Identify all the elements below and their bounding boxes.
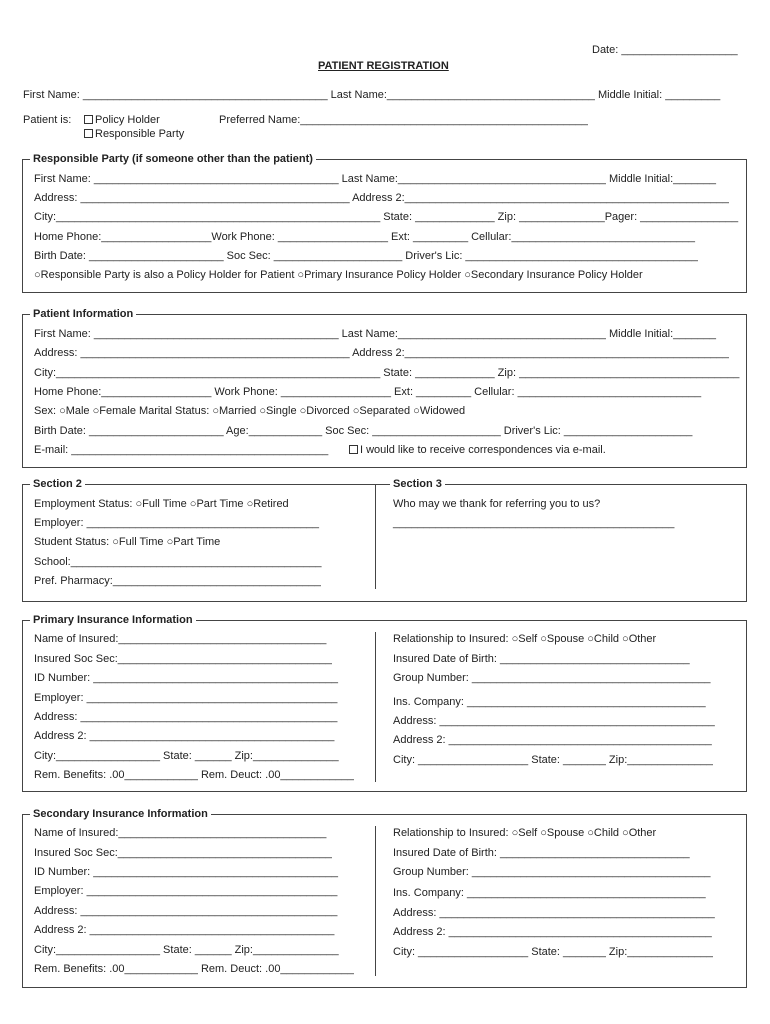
responsible-party-option[interactable] <box>84 128 184 140</box>
sec-right-3[interactable]: Group Number: _______________________________________ <box>393 866 711 878</box>
sec-left-8[interactable]: Rem. Benefits: .00____________ Rem. Deuct: .00____________ <box>34 963 354 975</box>
section-divider <box>375 484 376 589</box>
pri-left-2[interactable]: Insured Soc Sec:___________________________________ <box>34 653 332 665</box>
rp-line-2[interactable]: Address: ____________________________________________ Address 2:_____________________________________________________ <box>34 192 729 204</box>
sec-right-5[interactable]: Address: _____________________________________________ <box>393 907 715 919</box>
pi-line-2[interactable]: Address: ____________________________________________ Address 2:_____________________________________________________ <box>34 347 729 359</box>
pri-right-2[interactable]: Insured Date of Birth: _______________________________ <box>393 653 690 665</box>
sec-left-4[interactable]: Employer: _________________________________________ <box>34 885 338 897</box>
pri-left-4[interactable]: Employer: _________________________________________ <box>34 692 338 704</box>
s2-employer[interactable]: Employer: ______________________________________ <box>34 517 320 529</box>
preferred-name-field[interactable]: Preferred Name:_______________________________________________ <box>219 114 588 126</box>
s3-question: Who may we thank for referring you to us? <box>393 498 601 510</box>
checkbox-icon[interactable] <box>84 129 93 138</box>
rp-line-5[interactable]: Birth Date: ______________________ Soc Sec: _____________________ Driver's Lic: ______________________________________ <box>34 250 698 262</box>
s2-student[interactable]: Student Status: ○Full Time ○Part Time <box>34 536 221 548</box>
pri-right-5[interactable]: Address: _____________________________________________ <box>393 715 715 727</box>
sec-left-2[interactable]: Insured Soc Sec:___________________________________ <box>34 847 332 859</box>
pi-line-4[interactable]: Home Phone:__________________ Work Phone: __________________ Ext: _________ Cellular: ______________________________ <box>34 386 702 398</box>
pri-left-8[interactable]: Rem. Benefits: .00____________ Rem. Deuct: .00____________ <box>34 769 354 781</box>
patient-information-heading: Patient Information <box>30 308 136 320</box>
sec-right-2[interactable]: Insured Date of Birth: _______________________________ <box>393 847 690 859</box>
pri-left-1[interactable]: Name of Insured:__________________________________ <box>34 633 327 645</box>
pri-right-7[interactable]: City: __________________ State: _______ Zip:______________ <box>393 754 713 766</box>
pri-right-3[interactable]: Group Number: _______________________________________ <box>393 672 711 684</box>
pri-right-6[interactable]: Address 2: ___________________________________________ <box>393 734 712 746</box>
sec-left-5[interactable]: Address: __________________________________________ <box>34 905 338 917</box>
pri-relationship[interactable]: Relationship to Insured: ○Self ○Spouse ○Child ○Other <box>393 633 657 645</box>
pri-left-3[interactable]: ID Number: ________________________________________ <box>34 672 338 684</box>
sec-right-4[interactable]: Ins. Company: _______________________________________ <box>393 887 706 899</box>
rp-line-4[interactable]: Home Phone:__________________Work Phone: __________________ Ext: _________ Cellular:______________________________ <box>34 231 695 243</box>
sec-right-6[interactable]: Address 2: ___________________________________________ <box>393 926 712 938</box>
email-opt-in[interactable] <box>349 444 606 456</box>
sec-right-7[interactable]: City: __________________ State: _______ Zip:______________ <box>393 946 713 958</box>
sec-left-1[interactable]: Name of Insured:__________________________________ <box>34 827 327 839</box>
sec-left-7[interactable]: City:_________________ State: ______ Zip:______________ <box>34 944 339 956</box>
patient-name-line[interactable]: First Name: ________________________________________ Last Name:__________________________________ Middle Initial: _________ <box>23 89 721 101</box>
secondary-insurance-heading: Secondary Insurance Information <box>30 808 211 820</box>
page-title: PATIENT REGISTRATION <box>318 60 449 72</box>
patient-is-label: Patient is: <box>23 114 72 126</box>
secondary-insurance-section <box>22 814 747 988</box>
s2-employment[interactable]: Employment Status: ○Full Time ○Part Time ○Retired <box>34 498 289 510</box>
sec-relationship[interactable]: Relationship to Insured: ○Self ○Spouse ○Child ○Other <box>393 827 657 839</box>
checkbox-icon[interactable] <box>349 445 358 454</box>
rp-line-3[interactable]: City:_____________________________________________________ State: _____________ Zip: ______________Pager: ________________ <box>34 211 739 223</box>
checkbox-icon[interactable] <box>84 115 93 124</box>
policy-holder-option[interactable] <box>84 114 160 126</box>
responsible-party-heading: Responsible Party (if someone other than the patient) <box>30 153 316 165</box>
s2-school[interactable]: School:_________________________________________ <box>34 556 322 568</box>
pri-left-7[interactable]: City:_________________ State: ______ Zip:______________ <box>34 750 339 762</box>
pri-right-4[interactable]: Ins. Company: _______________________________________ <box>393 696 706 708</box>
date-field[interactable]: Date: ___________________ <box>592 44 738 56</box>
sec-left-3[interactable]: ID Number: ________________________________________ <box>34 866 338 878</box>
email-opt-in-label: I would like to receive correspondences via e-mail. <box>360 444 606 456</box>
s3-answer[interactable]: ______________________________________________ <box>393 517 675 529</box>
s2-pharmacy[interactable]: Pref. Pharmacy:__________________________________ <box>34 575 321 587</box>
secondary-divider <box>375 826 376 976</box>
responsible-party-label: Responsible Party <box>95 128 185 140</box>
section-3-heading: Section 3 <box>390 478 445 490</box>
pri-left-6[interactable]: Address 2: ________________________________________ <box>34 730 335 742</box>
pri-left-5[interactable]: Address: __________________________________________ <box>34 711 338 723</box>
primary-insurance-heading: Primary Insurance Information <box>30 614 196 626</box>
pi-sex-marital[interactable]: Sex: ○Male ○Female Marital Status: ○Married ○Single ○Divorced ○Separated ○Widowed <box>34 405 466 417</box>
rp-policy-options[interactable]: ○Responsible Party is also a Policy Holder for Patient ○Primary Insurance Policy Holder ○Secondary Insurance Policy Holder <box>34 269 643 281</box>
policy-holder-label: Policy Holder <box>95 114 160 126</box>
primary-divider <box>375 632 376 782</box>
pi-line-3[interactable]: City:_____________________________________________________ State: _____________ Zip: ____________________________________ <box>34 367 740 379</box>
pi-line-1[interactable]: First Name: ________________________________________ Last Name:__________________________________ Middle Initial:_______ <box>34 328 716 340</box>
section-2-heading: Section 2 <box>30 478 85 490</box>
rp-line-1[interactable]: First Name: ________________________________________ Last Name:__________________________________ Middle Initial:_______ <box>34 173 716 185</box>
pi-line-6[interactable]: Birth Date: ______________________ Age:____________ Soc Sec: _____________________ Driver's Lic: _____________________ <box>34 425 693 437</box>
pi-email[interactable]: E-mail: __________________________________________ <box>34 444 329 456</box>
sec-left-6[interactable]: Address 2: ________________________________________ <box>34 924 335 936</box>
